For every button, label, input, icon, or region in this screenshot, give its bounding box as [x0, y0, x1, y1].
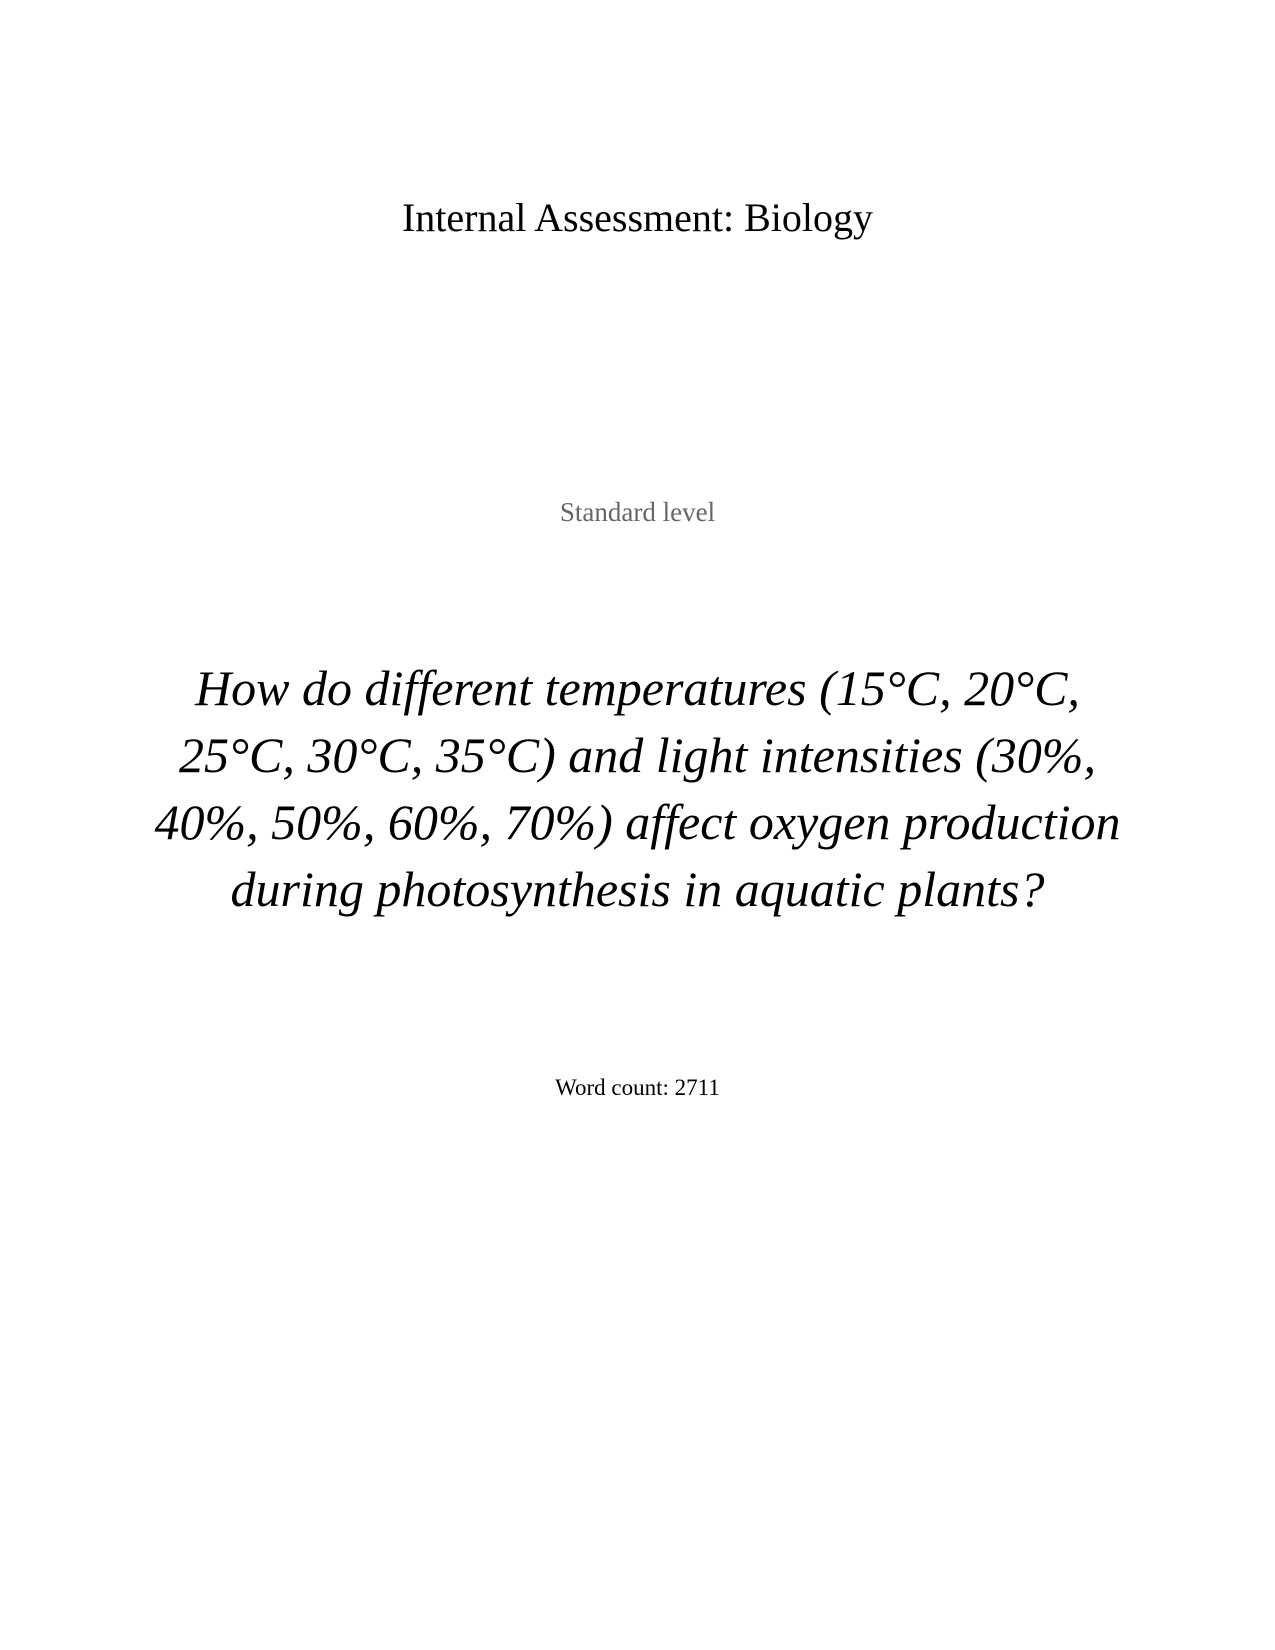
research-question: [130, 655, 1145, 923]
word-count: Word count: 2711: [555, 1075, 720, 1100]
research-question-line: during photosynthesis in aquatic plants?: [230, 861, 1045, 917]
research-question-line: 25°C, 30°C, 35°C) and light intensities (30%,: [179, 727, 1096, 783]
research-question-line: 40%, 50%, 60%, 70%) affect oxygen production: [154, 794, 1121, 850]
research-question-line: How do different temperatures (15°C, 20°C,: [195, 660, 1080, 716]
level-label: Standard level: [559, 497, 716, 527]
document-title: Internal Assessment: Biology: [401, 195, 874, 240]
